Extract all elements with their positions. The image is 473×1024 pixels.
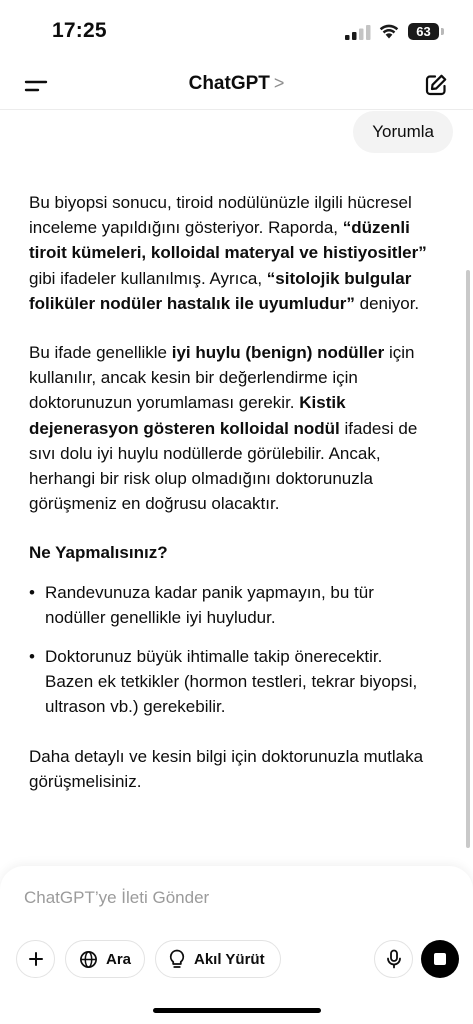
voice-input-button[interactable] bbox=[374, 940, 413, 978]
header-title: ChatGPT bbox=[188, 73, 270, 94]
status-time: 17:25 bbox=[52, 19, 107, 42]
message-input[interactable]: ChatGPT’ye İleti Gönder bbox=[24, 888, 210, 907]
attach-button[interactable] bbox=[16, 940, 55, 978]
edit-icon[interactable] bbox=[424, 73, 448, 97]
plus-icon bbox=[28, 951, 44, 967]
list-item: • Doktorunuz büyük ihtimalle takip önerecektir. Bazen ek tetkikler (hormon testleri, tekrar biyopsi, ultrason vb.) gerekebilir. bbox=[29, 644, 433, 720]
search-label: Ara bbox=[106, 950, 132, 968]
battery-indicator: 63 bbox=[408, 23, 439, 40]
stop-icon bbox=[434, 953, 446, 965]
reason-button[interactable] bbox=[155, 940, 281, 978]
globe-icon bbox=[79, 950, 98, 969]
reason-label: Akıl Yürüt bbox=[194, 950, 265, 968]
text-span: için kullanılır, ancak kesin bir değerlendirme için doktorunuzun yorumlaması gerekir. bbox=[29, 343, 415, 413]
battery-tip bbox=[441, 28, 444, 35]
app-header bbox=[0, 62, 473, 110]
answer-closing: Daha detaylı ve kesin bilgi için doktorunuzla mutlaka görüşmelisiniz. bbox=[29, 746, 424, 791]
text-span: gibi ifadeler kullanılmış. Ayrıca, bbox=[29, 268, 267, 288]
text-span: ifadesi de sıvı dolu iyi huylu nodüllerde görülebilir. Ancak, herhangi bir risk olup olmadığını doktorunuzla görüşmeniz en doğrusu olacaktır. bbox=[29, 418, 418, 514]
lightbulb-icon bbox=[168, 949, 186, 969]
cellular-signal-icon bbox=[345, 25, 371, 40]
answer-heading: Ne Yapmalısınız? bbox=[29, 543, 168, 563]
wifi-icon bbox=[379, 23, 399, 39]
text-span: deniyor. bbox=[354, 293, 420, 313]
text-span: Bu ifade genellikle bbox=[29, 343, 172, 363]
answer-paragraph-2 bbox=[29, 340, 433, 516]
bold-span: “düzenli tiroit kümeleri, kolloidal materyal ve histiyositler” bbox=[29, 218, 427, 263]
bold-span: iyi huylu (benign) nodüller bbox=[171, 343, 385, 363]
home-indicator bbox=[153, 1008, 321, 1013]
chevron-right-icon: > bbox=[273, 73, 285, 93]
list-item: • Randevunuza kadar panik yapmayın, bu tür nodüller genellikle iyi huyludur. bbox=[29, 580, 433, 630]
status-bar bbox=[0, 0, 473, 62]
text-span: Bu biyopsi sonucu, tiroid nodülünüzle ilgili hücresel inceleme yapıldığını gösteriyor. Raporda, bbox=[29, 193, 412, 238]
stop-button[interactable] bbox=[421, 940, 459, 978]
assistant-answer bbox=[29, 190, 433, 818]
answer-bullet-list bbox=[29, 580, 433, 720]
composer bbox=[0, 866, 473, 1024]
microphone-icon bbox=[386, 949, 402, 969]
user-message-bubble: Yorumla bbox=[353, 111, 453, 153]
bold-span: Kistik dejenerasyon gösteren kolloidal nodül bbox=[29, 393, 346, 438]
search-button[interactable] bbox=[65, 940, 145, 978]
answer-paragraph-1 bbox=[29, 190, 433, 316]
scrollbar[interactable] bbox=[466, 270, 470, 848]
bold-span: “sitolojik bulgular foliküler nodüler hastalık ile uyumludur” bbox=[29, 268, 412, 313]
model-selector[interactable] bbox=[0, 73, 473, 95]
